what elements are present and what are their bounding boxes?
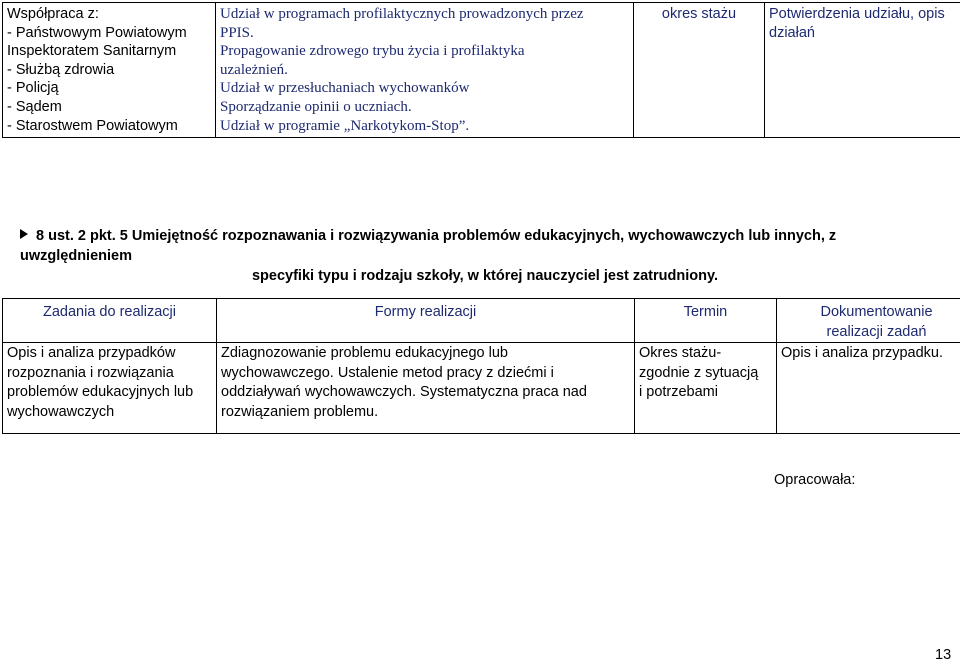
task-line: problemów edukacyjnych lub (7, 383, 212, 403)
activity-line: Udział w programach profilaktycznych prowadzonych przez (220, 5, 629, 24)
column-header-tasks: Zadania do realizacji (3, 299, 217, 343)
cooperation-line: - Policją (7, 79, 211, 98)
activity-line: PPIS. (220, 24, 629, 43)
confirmation-cell (765, 3, 960, 138)
cooperation-cell (3, 3, 216, 138)
cooperation-line: - Starostwem Powiatowym (7, 117, 211, 136)
activity-line: uzależnień. (220, 61, 629, 80)
column-header-forms: Formy realizacji (217, 299, 635, 343)
forms-line: Zdiagnozowanie problemu edukacyjnego lub (221, 344, 630, 364)
page-number: 13 (935, 647, 951, 663)
confirmation-text: Potwierdzenia udziału, opis działań (769, 5, 960, 42)
cooperation-line: Współpraca z: (7, 5, 211, 24)
forms-line: wychowawczego. Ustalenie metod pracy z dziećmi i (221, 364, 630, 384)
task-line: rozpoznania i rozwiązania (7, 364, 212, 384)
task-line: Opis i analiza przypadków (7, 344, 212, 364)
activity-line: Propagowanie zdrowego trybu życia i profilaktyka (220, 42, 629, 61)
activity-line: Udział w przesłuchaniach wychowanków (220, 79, 629, 98)
term-cell (635, 343, 777, 434)
documentation-cell (777, 343, 960, 434)
activities-cell (216, 3, 634, 138)
term-line: zgodnie z sytuacją (639, 364, 772, 384)
arrow-bullet-icon (20, 229, 28, 239)
task-cell (3, 343, 217, 434)
term-text: okres stażu (662, 6, 736, 22)
table-row (3, 343, 960, 434)
task-line: wychowawczych (7, 403, 212, 423)
section-heading-text1: 8 ust. 2 pkt. 5 Umiejętność rozpoznawania i rozwiązywania problemów edukacyjnych, wychowawczych lub innych, z uwzględnieniem (20, 228, 836, 264)
section-heading-line2: specyfiki typu i rodzaju szkoły, w której nauczyciel jest zatrudniony. (20, 266, 950, 286)
forms-line: oddziaływań wychowawczych. Systematyczna praca nad (221, 383, 630, 403)
cooperation-table (2, 2, 960, 138)
tasks-table (2, 298, 960, 434)
section-heading (20, 226, 950, 286)
table-header-row (3, 299, 960, 343)
forms-line: rozwiązaniem problemu. (221, 403, 630, 423)
section-heading-line1 (20, 226, 950, 266)
column-header-documentation-line2: realizacji zadań (781, 322, 960, 342)
term-cell (634, 3, 765, 138)
column-header-term: Termin (635, 299, 777, 343)
prepared-by-label: Opracowała: (774, 472, 855, 488)
cooperation-line: - Sądem (7, 98, 211, 117)
table-row (3, 3, 960, 138)
cooperation-line: - Państwowym Powiatowym (7, 24, 211, 43)
activity-line: Sporządzanie opinii o uczniach. (220, 98, 629, 117)
term-line: i potrzebami (639, 383, 772, 403)
column-header-documentation-line1: Dokumentowanie (781, 302, 960, 322)
documentation-text: Opis i analiza przypadku. (781, 344, 960, 364)
cooperation-line: - Służbą zdrowia (7, 61, 211, 80)
activity-line: Udział w programie „Narkotykom-Stop”. (220, 117, 629, 136)
column-header-documentation (777, 299, 960, 343)
cooperation-line: Inspektoratem Sanitarnym (7, 42, 211, 61)
forms-cell (217, 343, 635, 434)
term-line: Okres stażu- (639, 344, 772, 364)
